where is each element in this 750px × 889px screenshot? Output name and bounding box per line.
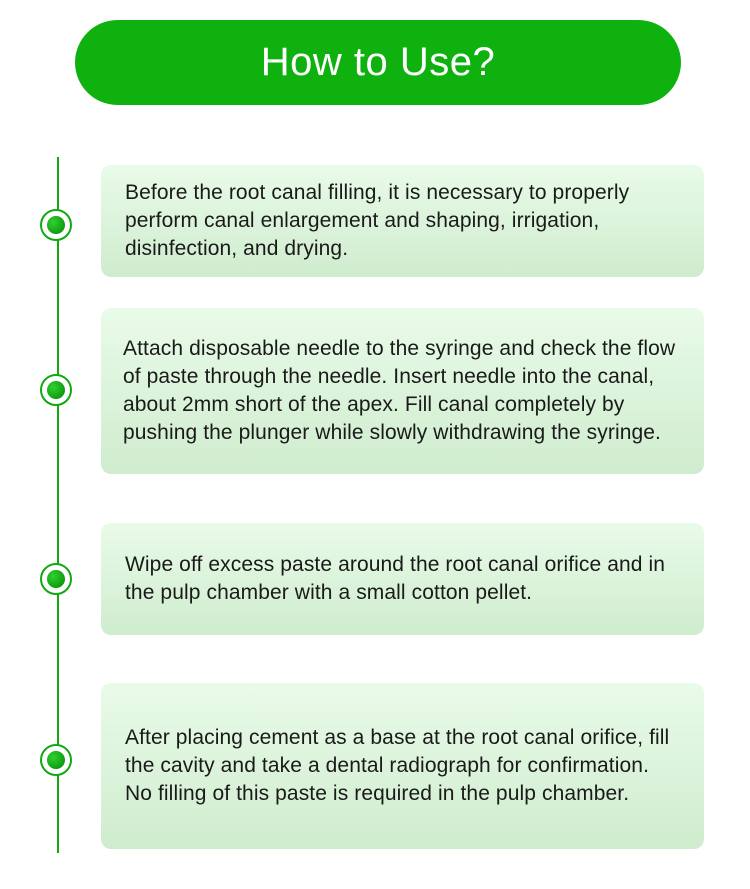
timeline-dot-icon xyxy=(40,374,72,406)
step-card-4 xyxy=(101,683,704,849)
timeline-dot-icon xyxy=(40,744,72,776)
step-text: Attach disposable needle to the syringe and check the flow of paste through the needle. Insert needle into the canal, about 2mm short of the apex. Fill canal completely by pushing the plunger while slowly withdrawing the syringe. xyxy=(123,337,676,444)
timeline-dot-icon xyxy=(40,563,72,595)
step-text: After placing cement as a base at the root canal orifice, fill the cavity and take a dental radiograph for confirmation. No filling of this paste is required in the pulp chamber. xyxy=(125,726,670,805)
step-card-2 xyxy=(101,308,704,474)
step-text: Wipe off excess paste around the root canal orifice and in the pulp chamber with a small cotton pellet. xyxy=(125,553,666,604)
title-banner xyxy=(75,20,681,105)
step-card-3 xyxy=(101,523,704,635)
timeline-dot-icon xyxy=(40,209,72,241)
step-text: Before the root canal filling, it is necessary to properly perform canal enlargement and shaping, irrigation, disinfection, and drying. xyxy=(125,181,630,260)
page-title: How to Use? xyxy=(260,40,496,84)
step-card-1 xyxy=(101,165,704,277)
